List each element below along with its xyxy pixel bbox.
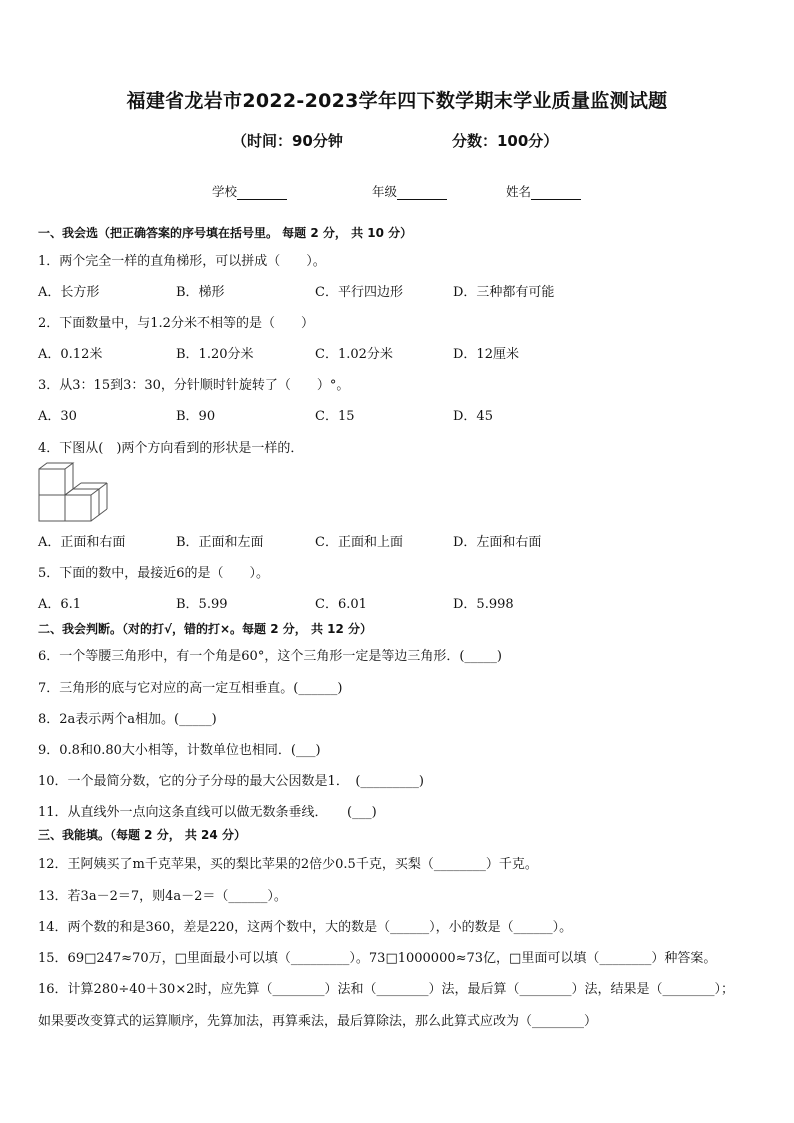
question-5: 5．下面的数中，最接近6的是（ ）。 xyxy=(38,566,270,581)
option-d: D．左面和右面 xyxy=(453,535,542,550)
option-d: D．45 xyxy=(453,409,493,424)
cube-figure xyxy=(38,462,110,528)
name-blank xyxy=(531,187,581,200)
option-c: C．正面和上面 xyxy=(315,535,403,550)
question-3: 3．从3：15到3：30，分针顺时针旋转了（ ）°。 xyxy=(38,378,350,393)
option-c: C．1.02分米 xyxy=(315,347,393,362)
question-9: 9．0.8和0.80大小相等，计数单位也相同．(___) xyxy=(38,743,321,758)
school-blank xyxy=(237,187,287,200)
section-heading-3: 三、我能填。（每题 2 分， 共 24 分） xyxy=(38,828,246,842)
question-2: 2．下面数量中，与1.2分米不相等的是（ ） xyxy=(38,316,314,331)
option-c: C．6.01 xyxy=(315,597,367,612)
question-15: 15．69□247≈70万，□里面最小可以填（_________）。73□1000000≈73亿，□里面可以填（________）种答案。 xyxy=(38,951,717,966)
time-label: （时间：90分钟 xyxy=(232,132,343,150)
grade-blank xyxy=(397,187,447,200)
page-title: 福建省龙岩市2022-2023学年四下数学期末学业质量监测试题 xyxy=(126,90,668,112)
name-label: 姓名 xyxy=(506,184,532,199)
question-8: 8．2a表示两个a相加。(_____) xyxy=(38,712,217,727)
question-11: 11．从直线外一点向这条直线可以做无数条垂线． (___) xyxy=(38,805,377,820)
question-10: 10．一个最简分数，它的分子分母的最大公因数是1． (_________) xyxy=(38,774,424,789)
option-a: A．0.12米 xyxy=(38,347,103,362)
option-d: D．5.998 xyxy=(453,597,514,612)
score-label: 分数：100分） xyxy=(452,132,559,150)
name-field xyxy=(506,182,581,200)
section-heading-1: 一、我会选（把正确答案的序号填在括号里。 每题 2 分， 共 10 分） xyxy=(38,226,413,240)
option-a: A．30 xyxy=(38,409,77,424)
question-14: 14．两个数的和是360，差是220，这两个数中，大的数是（______），小的数是（______）。 xyxy=(38,920,573,935)
option-b: B．正面和左面 xyxy=(176,535,264,550)
question-12: 12．王阿姨买了m千克苹果，买的梨比苹果的2倍少0.5千克，买梨（________）千克。 xyxy=(38,857,538,872)
question-13: 13．若3a－2＝7，则4a－2＝（______）。 xyxy=(38,889,287,904)
stacked-cubes-illustration xyxy=(38,462,110,524)
section-heading-2: 二、我会判断。（对的打√，错的打×。每题 2 分， 共 12 分） xyxy=(38,622,372,636)
option-d: D．三种都有可能 xyxy=(453,285,555,300)
grade-field xyxy=(372,182,447,200)
school-label: 学校 xyxy=(212,184,238,199)
option-c: C．平行四边形 xyxy=(315,285,403,300)
option-a: A．正面和右面 xyxy=(38,535,126,550)
question-16-line-1: 16．计算280÷40＋30×2时，应先算（________）法和（________）法，最后算（________）法，结果是（________）； xyxy=(38,982,734,997)
question-4: 4．下图从( )两个方向看到的形状是一样的． xyxy=(38,441,304,456)
option-b: B．90 xyxy=(176,409,216,424)
question-7: 7．三角形的底与它对应的高一定互相垂直。(______) xyxy=(38,681,343,696)
option-b: B．梯形 xyxy=(176,285,225,300)
option-a: A．6.1 xyxy=(38,597,82,612)
question-1: 1．两个完全一样的直角梯形，可以拼成（ ）。 xyxy=(38,254,326,269)
question-16-line-2: 如果要改变算式的运算顺序，先算加法，再算乘法，最后算除法，那么此算式应改为（________） xyxy=(38,1014,598,1029)
option-a: A．长方形 xyxy=(38,285,100,300)
option-b: B．5.99 xyxy=(176,597,228,612)
option-d: D．12厘米 xyxy=(453,347,519,362)
grade-label: 年级 xyxy=(372,184,398,199)
option-b: B．1.20分米 xyxy=(176,347,254,362)
question-6: 6．一个等腰三角形中，有一个角是60°，这个三角形一定是等边三角形．(_____) xyxy=(38,649,502,664)
school-field xyxy=(212,182,287,200)
option-c: C．15 xyxy=(315,409,355,424)
